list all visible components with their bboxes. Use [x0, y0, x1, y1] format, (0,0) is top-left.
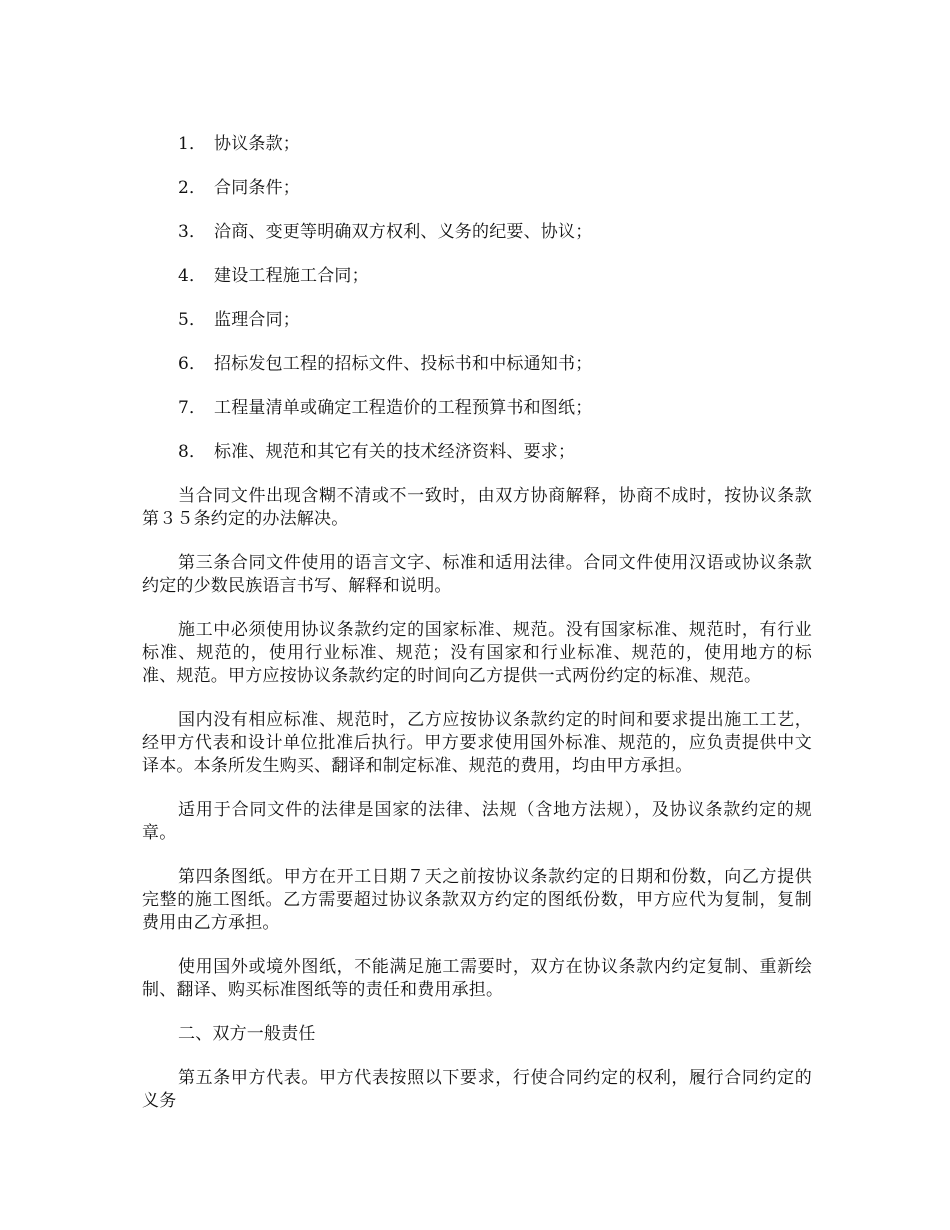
document-body — [142, 133, 812, 1134]
paragraph-foreign-drawings: 使用国外或境外图纸，不能满足施工需要时，双方在协议条款内约定复制、重新绘制、翻译、购买标准图纸等的责任和费用承担。 — [142, 957, 812, 1000]
paragraph-domestic-standards: 国内没有相应标准、规范时，乙方应按协议条款约定的时间和要求提出施工工艺，经甲方代表和设计单位批准后执行。甲方要求使用国外标准、规范的，应负责提供中文译本。本条所发生购买、翻译和制定标准、规范的费用，均由甲方承担。 — [142, 710, 812, 776]
list-number: 1． — [178, 134, 207, 154]
paragraph-applicable-law: 适用于合同文件的法律是国家的法律、法规（含地方法规），及协议条款约定的规章。 — [142, 800, 812, 843]
list-number: 5． — [178, 310, 207, 330]
list-item — [142, 397, 812, 420]
paragraph-ambiguity: 当合同文件出现含糊不清或不一致时，由双方协商解释，协商不成时，按协议条款第３５条约定的办法解决。 — [142, 486, 812, 529]
list-text: 招标发包工程的招标文件、投标书和中标通知书； — [214, 354, 593, 374]
list-item — [142, 353, 812, 376]
list-text: 标准、规范和其它有关的技术经济资料、要求； — [214, 442, 576, 462]
paragraph-standards: 施工中必须使用协议条款约定的国家标准、规范。没有国家标准、规范时，有行业标准、规范的，使用行业标准、规范；没有国家和行业标准、规范的，使用地方的标准、规范。甲方应按协议条款约定的时间向乙方提供一式两份约定的标准、规范。 — [142, 620, 812, 686]
list-number: 2． — [178, 178, 207, 198]
list-item — [142, 177, 812, 200]
paragraph-article-4: 第四条图纸。甲方在开工日期７天之前按协议条款约定的日期和份数，向乙方提供完整的施工图纸。乙方需要超过协议条款双方约定的图纸份数，甲方应代为复制，复制费用由乙方承担。 — [142, 867, 812, 933]
list-item — [142, 309, 812, 332]
list-text: 协议条款； — [214, 134, 300, 154]
list-text: 监理合同； — [214, 310, 300, 330]
list-text: 合同条件； — [214, 178, 300, 198]
list-number: 6． — [178, 354, 207, 374]
list-text: 建设工程施工合同； — [214, 266, 369, 286]
list-number: 4． — [178, 266, 207, 286]
paragraph-article-5: 第五条甲方代表。甲方代表按照以下要求，行使合同约定的权利，履行合同约定的义务 — [142, 1068, 812, 1111]
paragraph-article-3: 第三条合同文件使用的语言文字、标准和适用法律。合同文件使用汉语或协议条款约定的少数民族语言书写、解释和说明。 — [142, 553, 812, 596]
list-number: 8． — [178, 442, 207, 462]
list-text: 工程量清单或确定工程造价的工程预算书和图纸； — [214, 398, 593, 418]
list-item — [142, 441, 812, 464]
list-number: 3． — [178, 222, 207, 242]
section-heading: 二、双方一般责任 — [178, 1024, 316, 1044]
list-text: 洽商、变更等明确双方权利、义务的纪要、协议； — [214, 222, 593, 242]
list-item — [142, 133, 812, 156]
list-item — [142, 265, 812, 288]
list-number: 7． — [178, 398, 207, 418]
list-item — [142, 221, 812, 244]
